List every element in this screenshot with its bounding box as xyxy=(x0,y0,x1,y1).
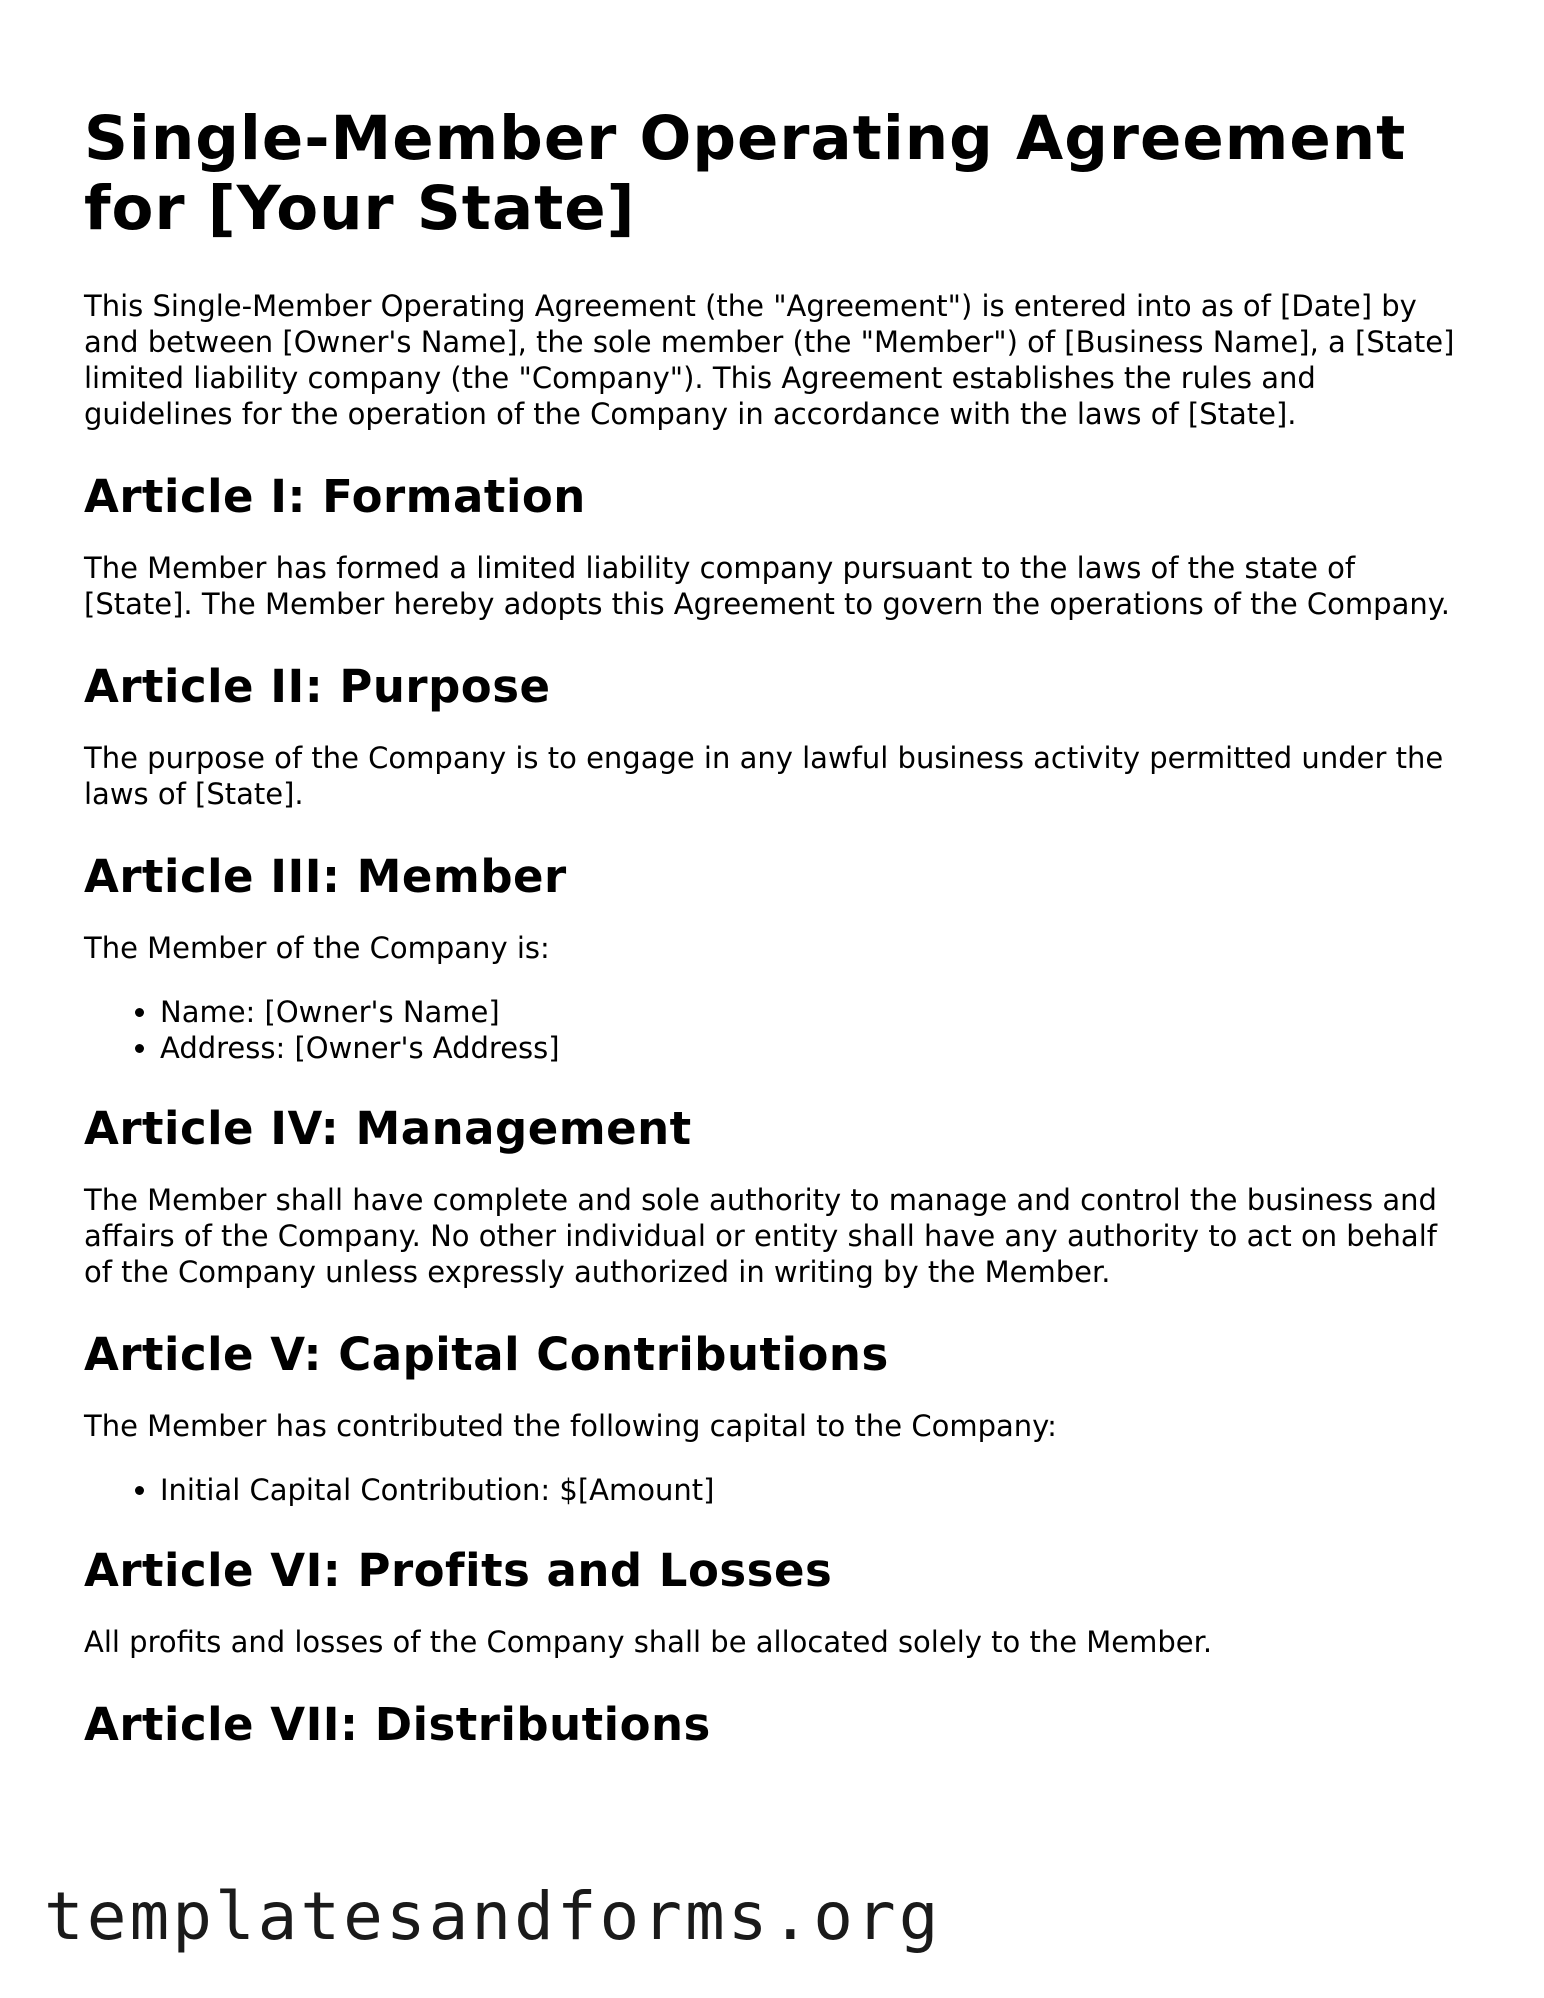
document-title: Single-Member Operating Agreement for [Your State] xyxy=(84,103,1407,244)
article-3-heading: Article III: Member xyxy=(84,850,567,903)
article-4-body: The Member shall have complete and sole authority to manage and control the business and affairs of the Company. No other individual or entity shall have any authority to act on behalf of the Company unless expressly authorized in writing by the Member. xyxy=(84,1183,1437,1289)
watermark-text: templatesandforms.org xyxy=(44,1878,942,1955)
article-5-body: The Member has contributed the following capital to the Company: xyxy=(84,1409,1057,1443)
article-2-heading: Article II: Purpose xyxy=(84,660,551,713)
intro-paragraph: This Single-Member Operating Agreement (the "Agreement") is entered into as of [Date] by and between [Owner's Name], the sole member (the "Member") of [Business Name], a [State] limited liability company (the "Company"). This Agreement establishes the rules and guidelines for the operation of the Company in accordance with the laws of [State]. xyxy=(84,289,1455,431)
article-6-body: All profits and losses of the Company shall be allocated solely to the Member. xyxy=(84,1625,1213,1659)
article-4-heading: Article IV: Management xyxy=(84,1102,692,1155)
article-3-body: The Member of the Company is: xyxy=(84,931,550,965)
article-5-heading: Article V: Capital Contributions xyxy=(84,1328,889,1381)
member-list xyxy=(84,994,1464,1066)
article-6-heading: Article VI: Profits and Losses xyxy=(84,1544,833,1597)
list-item: • Initial Capital Contribution: $[Amount] xyxy=(160,1472,1464,1508)
document-page xyxy=(84,104,1464,1778)
article-7-heading: Article VII: Distributions xyxy=(84,1698,711,1751)
article-1-heading: Article I: Formation xyxy=(84,470,586,523)
list-item: • Name: [Owner's Name] xyxy=(160,994,1464,1030)
list-item: • Address: [Owner's Address] xyxy=(160,1030,1464,1066)
article-2-body: The purpose of the Company is to engage in any lawful business activity permitted under the laws of [State]. xyxy=(84,741,1444,811)
capital-list xyxy=(84,1472,1464,1508)
article-1-body: The Member has formed a limited liability company pursuant to the laws of the state of [State]. The Member hereby adopts this Agreement to govern the operations of the Company. xyxy=(84,551,1450,621)
